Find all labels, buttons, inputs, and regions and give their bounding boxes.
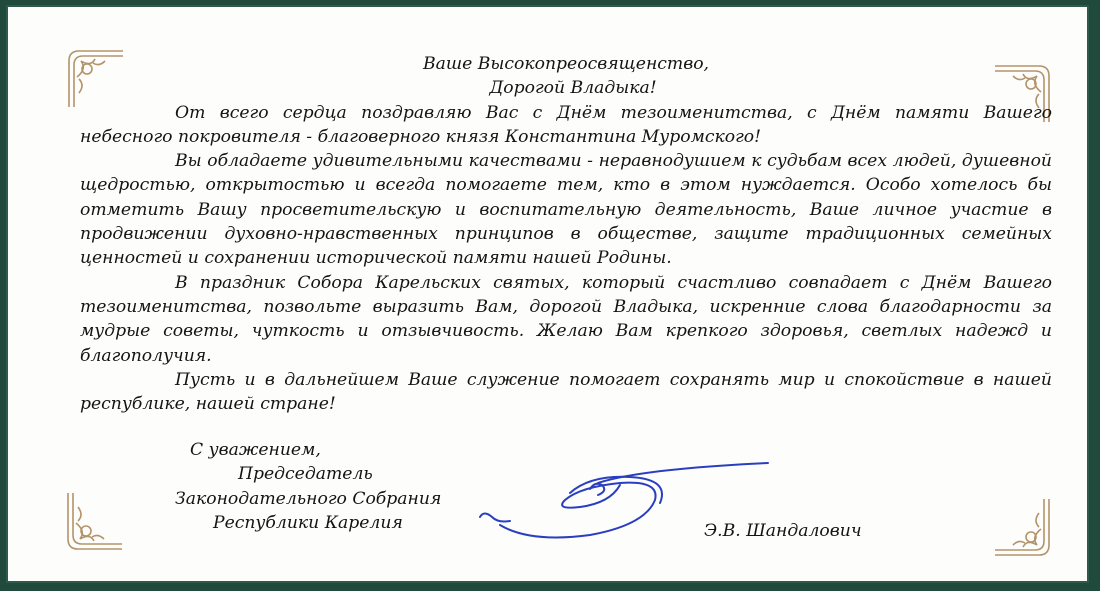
signer-title-line-1: Председатель: [238, 464, 373, 484]
paragraph-1: От всего сердца поздравляю Вас с Днём тезоименитства, с Днём памяти Вашего небесного покровителя - благоверного князя Константина Муромского!: [80, 102, 1052, 147]
greeting-line-2: Дорогой Владыка!: [489, 78, 657, 99]
signer-title-line-2: Законодательного Собрания: [175, 489, 442, 509]
corner-ornament-bottom-left: [64, 491, 124, 553]
signer-title-line-3: Республики Карелия: [213, 513, 403, 533]
paragraph-2: Вы обладаете удивительными качествами - неравнодушием к судьбам всех людей, душевной щедростью, открытостью и всегда помогаете тем, кто в этом нуждается. Особо хотелось бы отметить Вашу просветительскую и воспитательную деятельность, Ваше личное участие в продвижении духовно-нравственных принципов в обществе, защите традиционных семейных ценностей и сохранении исторической памяти нашей Родины.: [80, 151, 1052, 269]
paragraph-4: Пусть и в дальнейшем Ваше служение помогает сохранять мир и спокойствие в нашей республике, нашей стране!: [80, 369, 1052, 415]
signer-name: Э.В. Шандалович: [704, 521, 862, 541]
greeting-line-1: Ваше Высокопреосвященство,: [422, 54, 710, 74]
letter-body: [80, 52, 1052, 416]
paragraph-3: В праздник Собора Карельских святых, который счастливо совпадает с Днём Вашего тезоименитства, позвольте выразить Вам, дорогой Владыка, искренние слова благодарности за мудрые советы, чуткость и отзывчивость. Желаю Вам крепкого здоровья, светлых надежд и благополучия.: [80, 272, 1052, 366]
regards-text: С уважением,: [190, 440, 321, 460]
corner-ornament-bottom-right: [993, 497, 1053, 559]
